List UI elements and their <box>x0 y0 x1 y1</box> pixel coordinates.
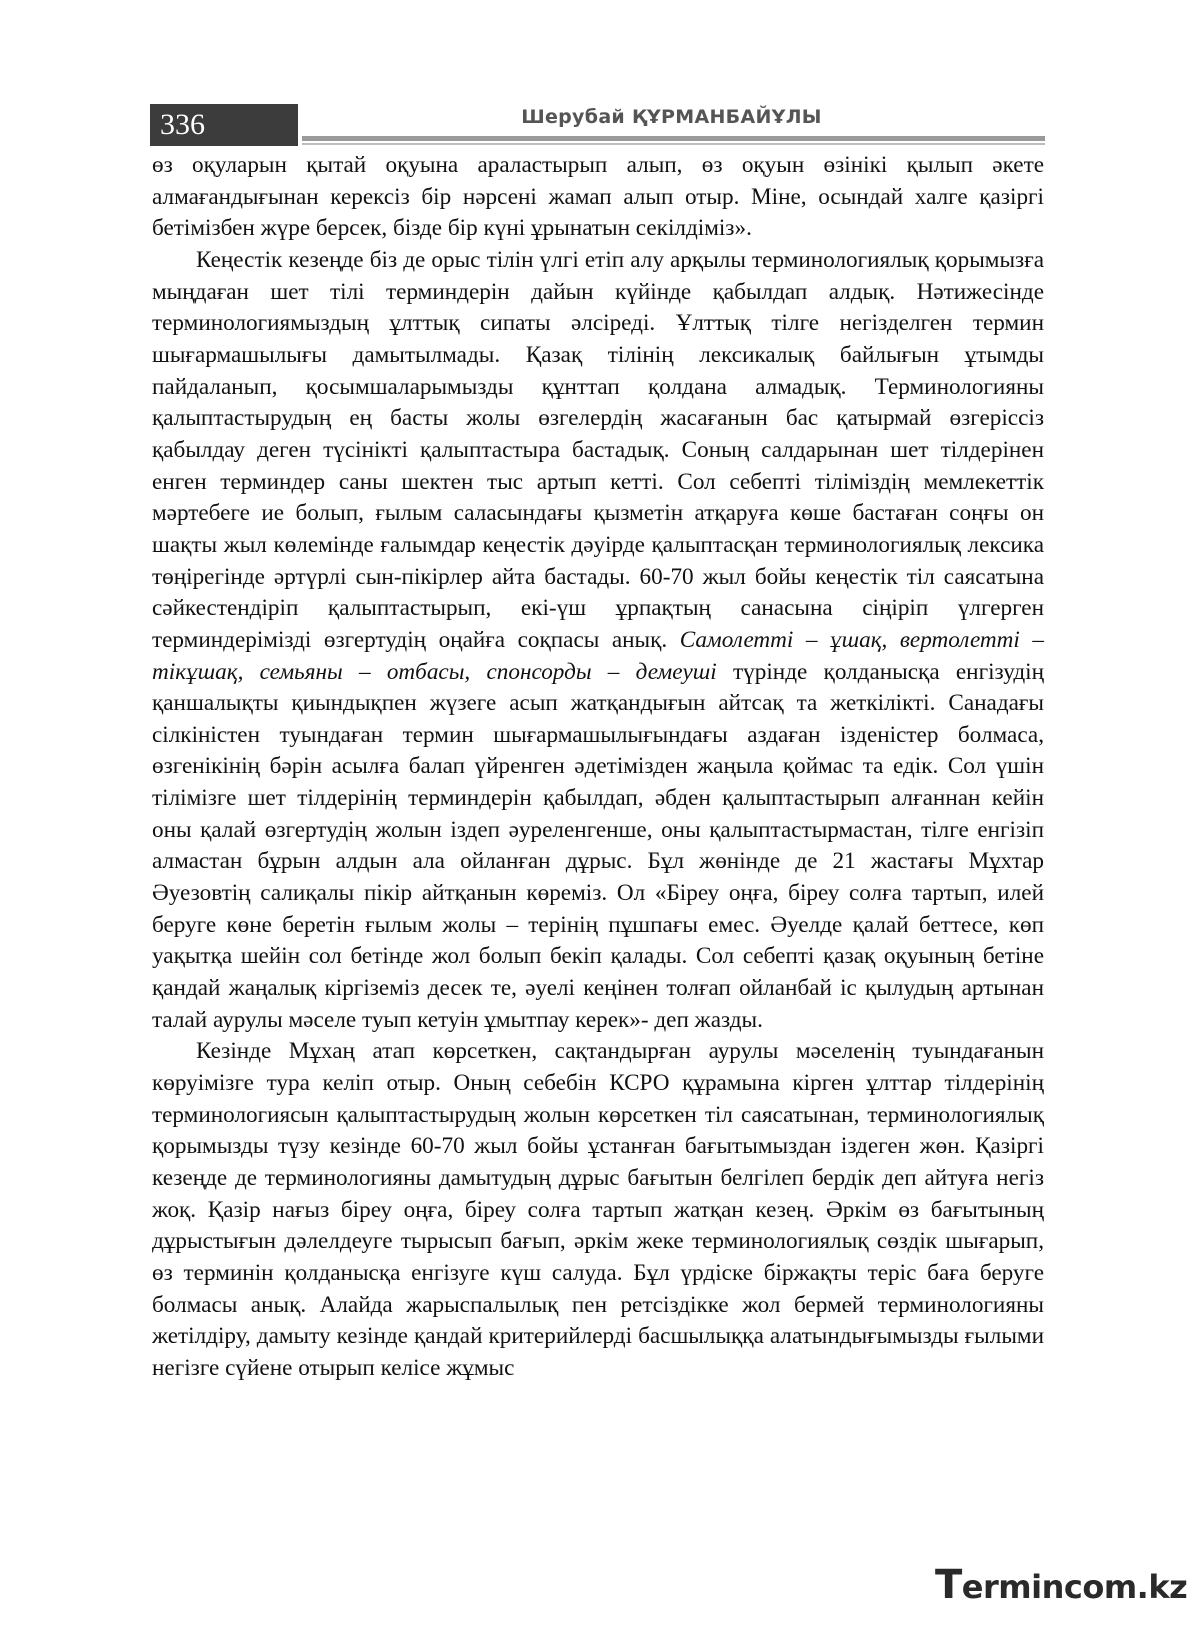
header-rule <box>302 136 1045 141</box>
paragraph-2-part-b: түрінде қолданысқа енгізудің қаншалықты қиындықпен жүзеге асып жатқандығын айтсақ та жеткілікті. Санадағы сілкіністен туындаған термин шығармашылығындағы аздаған ізденістер болмаса, өзгенікінің бәрін асылға балап үйренген әдетімізден жаңыла қоймас та едік. Сол үшін тілімізге шет тілдерінің терминдерін қабылдап, әбден қалыптастырып алғаннан кейін оны қалай өзгертудің жолын іздеп әуреленгенше, оны қалыптастырмастан, тілге енгізіп алмастан бұрын алдын ала ойланған дұрыс. Бұл жөнінде де 21 жастағы Мұхтар Әуезовтің салиқалы пікір айтқанын көреміз. Ол «Біреу оңға, біреу солға тартып, илей беруге көне беретін ғылым жолы – терінің пұшпағы емес. Әуелде қалай беттесе, көп уақытқа шейін сол бетінде жол болып бекіп қалады. Сол себепті қазақ оқуының бетіне қандай жаңалық кіргіземіз десек те, әуелі кеңінен толғап ойланбай іс қылудың артынан талай аурулы мәселе туып кетуін ұмытпау керек»- деп жазды. <box>152 658 1044 1033</box>
watermark-part-2: o <box>1082 1568 1104 1606</box>
watermark-part-1: erminc <box>961 1568 1083 1606</box>
paragraph-1: өз оқуларын қытай оқуына араластырып алып, өз оқуын өзінікі қылып әкете алмағандығынан керексіз бір нәрсені жамап алып отыр. Міне, осындай халге қазіргі бетімізбен жүре берсек, бізде бір күні ұрынатын секілдіміз». <box>152 152 1044 242</box>
running-title: Шерубай ҚҰРМАНБАЙҰЛЫ <box>521 106 822 128</box>
body-text <box>152 150 1044 1385</box>
paragraph-2-part-a: Кеңестік кезеңде біз де орыс тілін үлгі етіп алу арқылы терминологиялық қорымызға мыңдаған шет тілі терминдерін дайын күйінде қабылдап алдық. Нәтижесінде терминологиямыздың ұлттық сипаты әлсіреді. Ұлттық тілге негізделген термин шығармашылығы дамытылмады. Қазақ тілінің лексикалық байлығын ұтымды пайдаланып, қосымшаларымызды құнттап қолдана алмадық. Терминологияны қалыптастырудың ең басты жолы өзгелердің жасағанын бас қатырмай өзгеріссіз қабылдау деген түсінікті қалыптастыра бастадық. Соның салдарынан шет тілдерінен енген терминдер саны шектен тыс артып кетті. Сол себепті тіліміздің мемлекеттік мәртебеге ие болып, ғылым саласындағы қызметін атқаруға көше бастаған соңғы он шақты жыл көлемінде ғалымдар кеңестік дәуірде қалыптасқан терминологиялық лексика төңірегінде әртүрлі сын-пікірлер айта бастады. 60-70 жыл бойы кеңестік тіл саясатына сәйкестендіріп қалыптастырып, екі-үш ұрпақтың санасына сіңіріп үлгерген терминдерімізді өзгертудің оңайға соқпасы анық. <box>152 246 1044 653</box>
page-header <box>150 104 1045 146</box>
header-rule-thin <box>302 143 1045 145</box>
watermark-letter-t: T <box>935 1562 962 1608</box>
page-number: 336 <box>150 104 298 146</box>
paragraph-2 <box>152 245 1044 1036</box>
watermark-part-3: m.kz <box>1103 1568 1187 1606</box>
termincom-watermark <box>935 1562 1187 1608</box>
paragraph-3: Кезінде Мұхаң атап көрсеткен, сақтандырған аурулы мәселенің туындағанын көруімізге тура келіп отыр. Оның себебін КСРО құрамына кірген ұлттар тілдерінің терминологиясын қалыптастырудың жолын көрсеткен тіл саясатынан, терминологиялық қорымызды түзу кезінде 60-70 жыл бойы ұстанған бағытымыздан іздеген жөн. Қазіргі кезеңде де терминологияны дамытудың дұрыс бағытын белгілеп бердік деп айтуға негіз жоқ. Қазір нағыз біреу оңға, біреу солға тартып жатқан кезең. Әркім өз бағытының дұрыстығын дәлелдеуге тырысып бағып, әркім жеке терминологиялық сөздік шығарып, өз терминін қолданысқа енгізуге күш салуда. Бұл үрдіске біржақты теріс баға беруге болмасы анық. Алайда жарыспалылық пен ретсіздікке жол бермей терминологияны жетілдіру, дамыту кезінде қандай критерийлерді басшылыққа алатындығымызды ғылыми негізге сүйене отырып келісе жұмыс <box>152 1038 1044 1381</box>
paragraph-2-italic-examples: Самолетті – ұшақ, вертолетті – тікұшақ, семьяны – отбасы, спонсорды – демеуші <box>152 626 1044 685</box>
